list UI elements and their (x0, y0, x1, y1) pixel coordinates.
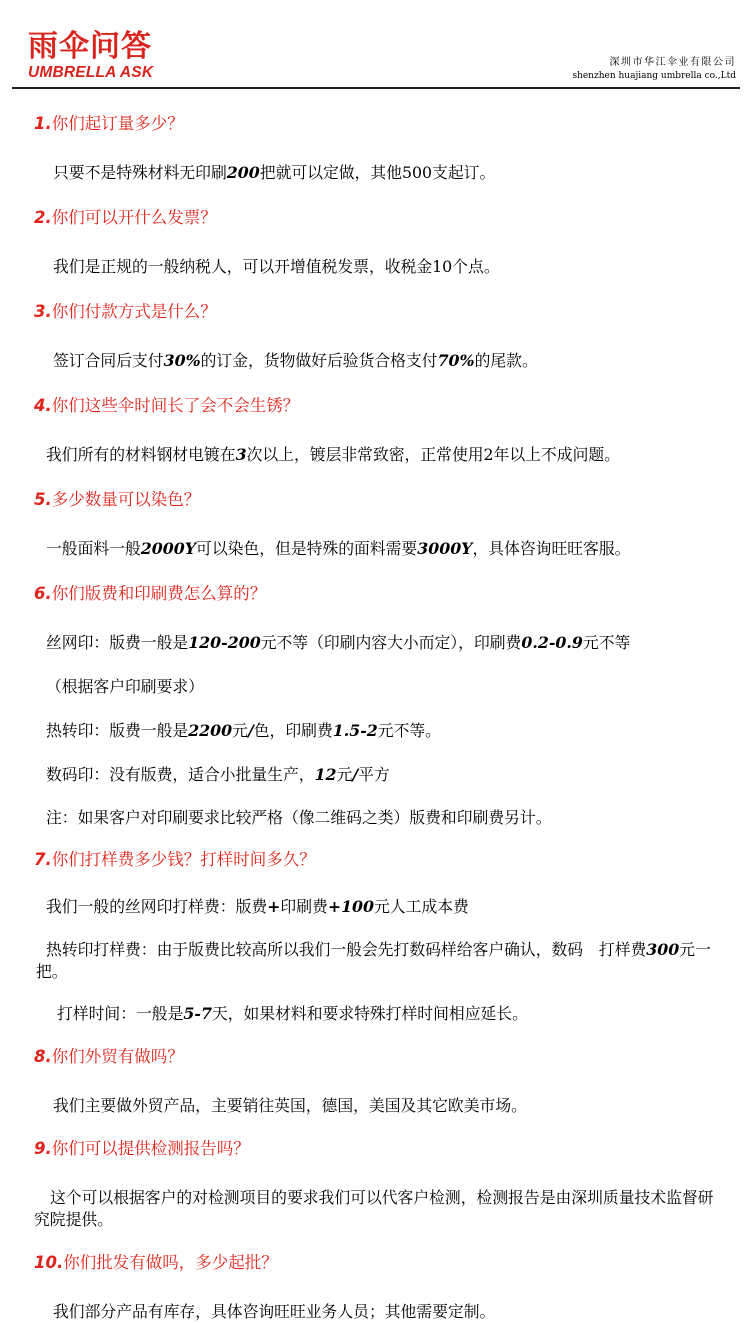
emphasis-value: + (267, 897, 281, 916)
emphasis-value: / (247, 721, 254, 740)
answer-text: 打样时间：一般是 (57, 1004, 184, 1023)
answer-text: 的尾款。 (474, 351, 538, 370)
answer-text: 元一把。 (36, 940, 711, 981)
question-1: 1.你们起订量多少？ (34, 114, 184, 133)
answer-text: 这个可以根据客户的对检测项目的要求我们可以代客户检测，检测报告是由深圳质量技术监督研究院提供。 (34, 1188, 714, 1229)
answer-text: 数码印：没有版费，适合小批量生产， (46, 765, 315, 784)
question-2: 2.你们可以开什么发票？ (34, 208, 217, 227)
logo-english: UMBRELLA ASK (28, 64, 154, 81)
answer-text: 元 (336, 765, 353, 784)
answer-text: 我们主要做外贸产品，主要销往英国，德国，美国及其它欧美市场。 (53, 1096, 527, 1115)
answer-7-sample-time (57, 1003, 750, 1025)
answer-8 (53, 1095, 750, 1117)
answer-5 (46, 538, 750, 560)
company-name-cn: 深圳市华江伞业有限公司 (609, 57, 736, 68)
answer-10 (53, 1301, 750, 1323)
question-4: 4.你们这些伞时间长了会不会生锈？ (34, 396, 300, 415)
answer-6-note: （根据客户印刷要求） (46, 677, 204, 696)
answer-text: 元不等 (582, 633, 631, 652)
page-header (0, 0, 750, 92)
answer-7-screen-sample (46, 896, 750, 918)
answer-text: 热转印：版费一般是 (46, 721, 189, 740)
answer-text: 天，如果材料和要求特殊打样时间相应延长。 (211, 1004, 528, 1023)
question-6: 6.你们版费和印刷费怎么算的？ (34, 584, 267, 603)
emphasis-value: 70% (437, 351, 475, 370)
emphasis-value: 120-200 (188, 633, 261, 652)
answer-text: 元 (232, 721, 248, 740)
emphasis-value: 12 (314, 765, 337, 784)
answer-text: 一般面料一般 (46, 539, 141, 558)
answer-6-heat-transfer (46, 720, 750, 742)
answer-6-remark: 注：如果客户对印刷要求比较严格（像二维码之类）版费和印刷费另计。 (46, 808, 552, 827)
logo-chinese: 雨伞问答 (28, 29, 152, 64)
answer-text: 印刷费 (280, 897, 328, 916)
answer-text: 只要不是特殊材料无印刷 (53, 163, 227, 182)
answer-text: 把就可以定做，其他500支起订。 (259, 163, 496, 182)
answer-text: 我们所有的材料钢材电镀在 (46, 445, 236, 464)
question-8: 8.你们外贸有做吗？ (34, 1047, 184, 1066)
emphasis-value: 5-7 (183, 1004, 212, 1023)
company-name-en: shenzhen huajiang umbrella co.,Ltd (572, 71, 736, 81)
emphasis-value: / (352, 765, 359, 784)
emphasis-value: 0.2-0.9 (521, 633, 583, 652)
answer-6-digital (46, 764, 750, 786)
emphasis-value: 200 (226, 163, 260, 182)
faq-list (0, 112, 750, 1323)
emphasis-value: 3 (235, 445, 247, 464)
answer-6-screen-print (46, 632, 750, 654)
emphasis-value: 2000Y (140, 539, 197, 558)
header-divider (12, 87, 740, 89)
answer-text: 我们部分产品有库存，具体咨询旺旺业务人员；其他需要定制。 (53, 1302, 496, 1321)
emphasis-value: 2200 (188, 721, 233, 740)
answer-text: 我们是正规的一般纳税人，可以开增值税发票，收税金10个点。 (53, 257, 500, 276)
answer-text: 可以染色，但是特殊的面料需要 (196, 539, 418, 558)
answer-text: ，具体咨询旺旺客服。 (472, 539, 631, 558)
answer-text: 色，印刷费 (253, 721, 333, 740)
emphasis-value: +100 (327, 897, 375, 916)
answer-text: 次以上，镀层非常致密，正常使用2年以上不成问题。 (246, 445, 620, 464)
answer-4 (46, 444, 750, 466)
emphasis-value: 30% (163, 351, 201, 370)
answer-text: 签订合同后支付 (53, 351, 164, 370)
question-5: 5.多少数量可以染色？ (34, 490, 201, 509)
answer-text: 丝网印：版费一般是 (46, 633, 189, 652)
answer-text: 元人工成本费 (374, 897, 469, 916)
answer-text: 平方 (358, 765, 390, 784)
answer-text: 元不等。 (377, 721, 441, 740)
question-7: 7.你们打样费多少钱？打样时间多久？ (34, 850, 316, 869)
question-9: 9.你们可以提供检测报告吗？ (34, 1139, 250, 1158)
answer-text: 的订金，货物做好后验货合格支付 (200, 351, 438, 370)
emphasis-value: 3000Y (417, 539, 473, 558)
emphasis-value: 1.5-2 (332, 721, 378, 740)
question-10: 10.你们批发有做吗，多少起批？ (34, 1253, 278, 1272)
answer-7-heat-sample (36, 939, 716, 983)
answer-text: 热转印打样费：由于版费比较高所以我们一般会先打数码样给客户确认，数码 打样费 (46, 940, 647, 959)
answer-9 (34, 1187, 724, 1231)
answer-text: 我们一般的丝网印打样费：版费 (46, 897, 268, 916)
answer-text: 元不等（印刷内容大小而定），印刷费 (260, 633, 522, 652)
question-3: 3.你们付款方式是什么？ (34, 302, 217, 321)
answer-2 (53, 256, 750, 278)
emphasis-value: 300 (646, 940, 680, 959)
answer-3 (53, 350, 750, 372)
answer-1 (53, 162, 750, 184)
